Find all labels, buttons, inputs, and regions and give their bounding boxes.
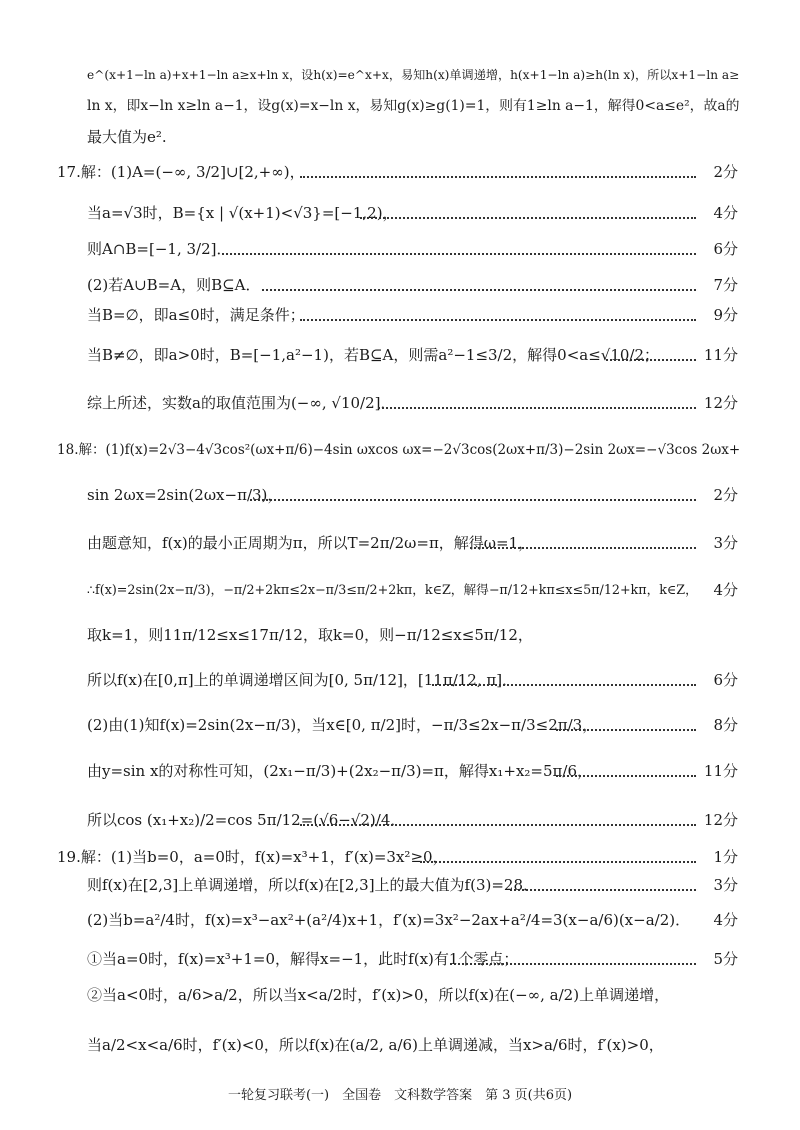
score-mark: 6分	[713, 240, 738, 258]
dot-leader	[450, 963, 696, 965]
answer-line: 所以cos (x₁+x₂)/2=cos 5π/12=(√6−√2)/4． 12分	[0, 805, 800, 835]
answer-line: ①当a=0时，f(x)=x³+1=0，解得x=−1，此时f(x)有1个零点； 5分	[0, 944, 800, 974]
score-mark: 6分	[713, 671, 738, 689]
text-line: 取k=1，则11π/12≤x≤17π/12，取k=0，则−π/12≤x≤5π/12，	[87, 626, 533, 644]
answer-line: 当B≠∅，即a>0时，B=[−1,a²−1)，若B⊆A，则需a²−1≤3/2，解得0<a≤√10/2； 11分	[0, 340, 800, 370]
answer-line: 则f(x)在[2,3]上单调递增，所以f(x)在[2,3]上的最大值为f(3)=28． 3分	[0, 870, 800, 900]
answer-line: 由y=sin x的对称性可知，(2x₁−π/3)+(2x₂−π/3)=π，解得x₁+x₂=5π/6， 11分	[0, 756, 800, 786]
answer-line: 综上所述，实数a的取值范围为(−∞, √10/2]． 12分	[0, 388, 800, 418]
score-mark: 12分	[703, 811, 738, 829]
score-mark: 7分	[713, 276, 738, 294]
dot-leader	[378, 407, 696, 409]
answer-line: 则A∩B=[−1, 3/2]． 6分	[0, 234, 800, 264]
text-line: 当a/2<x<a/6时，f′(x)<0，所以f(x)在(a/2, a/6)上单调递减，当x>a/6时，f′(x)>0，	[87, 1036, 664, 1054]
answer-line: 17.解：(1)A=(−∞, 3/2]∪[2,+∞)， 2分	[0, 157, 800, 187]
answer-line: sin 2ωx=2sin(2ωx−π/3)， 2分	[0, 480, 800, 510]
dot-leader	[360, 217, 696, 219]
dot-leader	[250, 499, 696, 501]
dot-leader	[222, 253, 696, 255]
page-footer: 一轮复习联考(一) 全国卷 文科数学答案 第 3 页(共6页)	[227, 1088, 573, 1103]
score-mark: 12分	[703, 394, 738, 412]
text-line: 最大值为e².	[87, 128, 167, 146]
score-mark: 9分	[713, 306, 738, 324]
dot-leader	[470, 547, 696, 549]
score-mark: 4分	[713, 911, 738, 929]
score-mark: 3分	[713, 534, 738, 552]
answer-line: 19.解：(1)当b=0，a=0时，f(x)=x³+1，f′(x)=3x²≥0， 1分	[0, 842, 800, 872]
answer-line: (2)若A∪B=A，则B⊆A． 7分	[0, 270, 800, 300]
score-mark: 5分	[713, 950, 738, 968]
dot-leader	[300, 319, 696, 321]
score-mark: 4分	[713, 204, 738, 222]
dot-leader	[262, 289, 696, 291]
text-line: ②当a<0时，a/6>a/2，所以当x<a/2时，f′(x)>0，所以f(x)在(−∞, a/2)上单调递增，	[87, 986, 670, 1004]
dot-leader	[300, 176, 696, 178]
answer-line: 所以f(x)在[0,π]上的单调递增区间为[0, 5π/12]，[11π/12, π]． 6分	[0, 665, 800, 695]
dot-leader	[300, 824, 696, 826]
answer-line: ∴f(x)=2sin(2x−π/3)，−π/2+2kπ≤2x−π/3≤π/2+2kπ，k∈Z，解得−π/12+kπ≤x≤5π/12+kπ，k∈Z， 4分	[0, 575, 800, 605]
dot-leader	[432, 684, 696, 686]
score-mark: 3分	[713, 876, 738, 894]
dot-leader	[420, 861, 696, 863]
score-mark: 4分	[713, 581, 738, 599]
score-mark: 8分	[713, 716, 738, 734]
score-mark: 11分	[703, 346, 738, 364]
answer-line: 当B=∅，即a≤0时，满足条件； 9分	[0, 300, 800, 330]
answer-line: (2)由(1)知f(x)=2sin(2x−π/3)，当x∈[0, π/2]时，−π/3≤2x−π/3≤2π/3， 8分	[0, 710, 800, 740]
score-mark: 11分	[703, 762, 738, 780]
score-mark: 2分	[713, 163, 738, 181]
dot-leader	[606, 359, 696, 361]
dot-leader	[556, 775, 696, 777]
answer-line: (2)当b=a²/4时，f(x)=x³−ax²+(a²/4)x+1，f′(x)=3x²−2ax+a²/4=3(x−a/6)(x−a/2)． 4分	[0, 905, 800, 935]
dot-leader	[510, 889, 696, 891]
dot-leader	[556, 729, 696, 731]
score-mark: 2分	[713, 486, 738, 504]
score-mark: 1分	[713, 848, 738, 866]
answer-line: 由题意知，f(x)的最小正周期为π，所以T=2π/2ω=π，解得ω=1， 3分	[0, 528, 800, 558]
answer-line: 当a=√3时，B={x | √(x+1)<√3}=[−1,2)， 4分	[0, 198, 800, 228]
text-line: e^(x+1−ln a)+x+1−ln a≥x+ln x，设h(x)=e^x+x，易知h(x)单调递增，h(x+1−ln a)≥h(ln x)，所以x+1−ln a≥	[87, 68, 740, 82]
text-line: 18.解：(1)f(x)=2√3−4√3cos²(ωx+π/6)−4sin ωxcos ωx=−2√3cos(2ωx+π/3)−2sin 2ωx=−√3cos 2ωx+	[57, 442, 741, 458]
text-line: ln x，即x−ln x≥ln a−1，设g(x)=x−ln x，易知g(x)≥g(1)=1，则有1≥ln a−1，解得0<a≤e²，故a的	[87, 98, 740, 114]
